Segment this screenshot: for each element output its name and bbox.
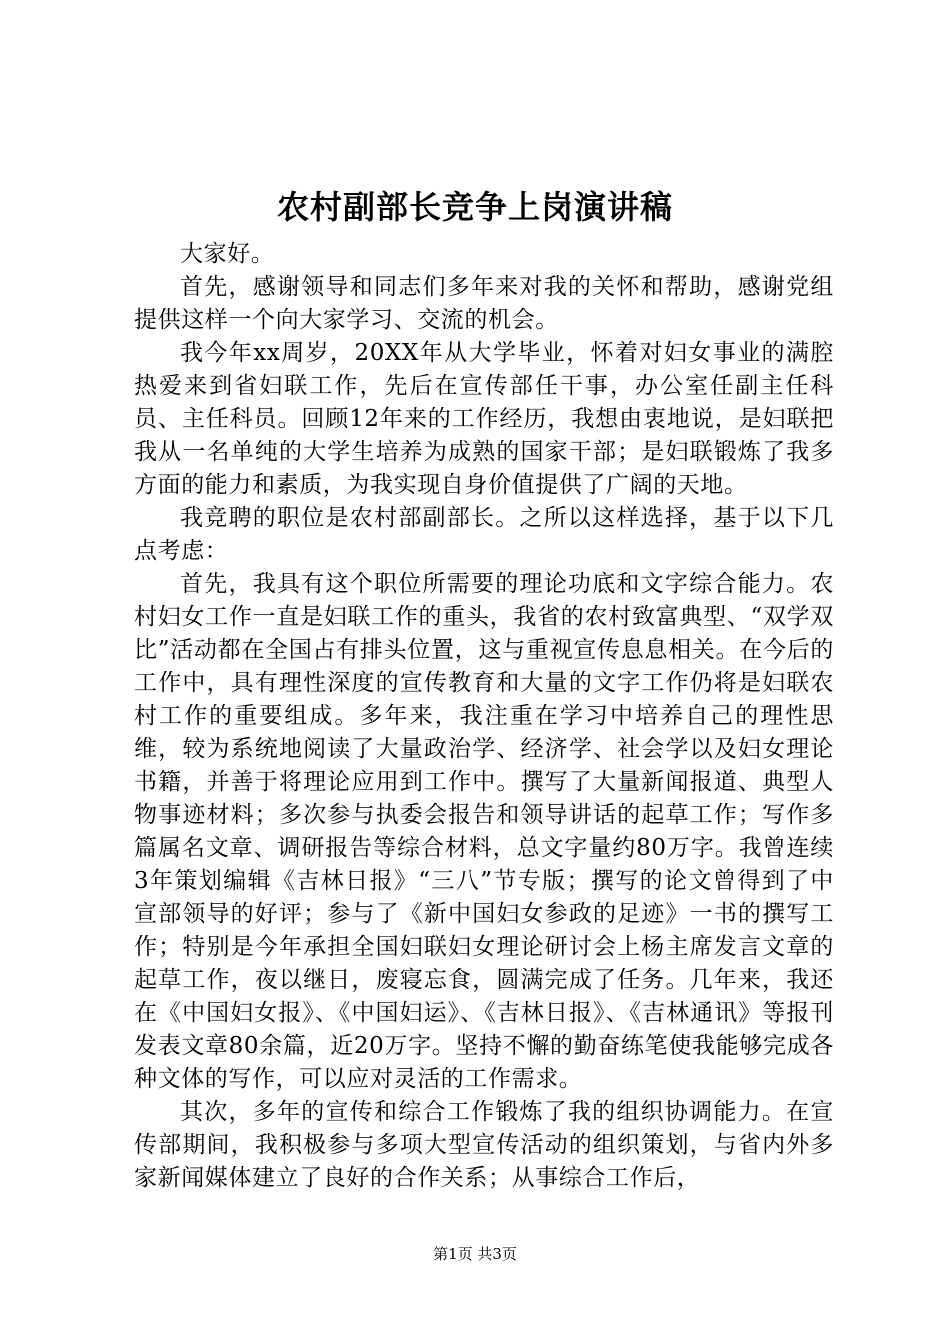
page-number-footer: 第1页 共3页: [433, 1245, 517, 1263]
paragraph-thanks: 首先，感谢领导和同志们多年来对我的关怀和帮助，感谢党组提供这样一个向大家学习、交流的机会。: [134, 274, 834, 333]
document-body: [134, 238, 834, 1195]
paragraph-greeting: 大家好。: [180, 241, 275, 267]
paragraph-first-reason: 首先，我具有这个职位所需要的理论功底和文字综合能力。农村妇女工作一直是妇联工作的重头，我省的农村致富典型、“双学双比”活动都在全国占有排头位置，这与重视宣传息息相关。在今后的工作中，具有理性深度的宣传教育和大量的文字工作仍将是妇联农村工作的重要组成。多年来，我注重在学习中培养自己的理性思维，较为系统地阅读了大量政治学、经济学、社会学以及妇女理论书籍，并善于将理论应用到工作中。撰写了大量新闻报道、典型人物事迹材料；多次参与执委会报告和领导讲话的起草工作；写作多篇属名文章、调研报告等综合材料，总文字量约80万字。我曾连续3年策划编辑《吉林日报》“三八”节专版；撰写的论文曾得到了中宣部领导的好评；参与了《新中国妇女参政的足迹》一书的撰写工作；特别是今年承担全国妇联妇女理论研讨会上杨主席发言文章的起草工作，夜以继日，废寝忘食，圆满完成了任务。几年来，我还在《中国妇女报》、《中国妇运》、《吉林日报》、《吉林通讯》等报刊发表文章80余篇，近20万字。坚持不懈的勤奋练笔使我能够完成各种文体的写作，可以应对灵活的工作需求。: [134, 571, 834, 1092]
paragraph-second-reason: 其次，多年的宣传和综合工作锻炼了我的组织协调能力。在宣传部期间，我积极参与多项大型宣传活动的组织策划，与省内外多家新闻媒体建立了良好的合作关系；从事综合工作后，: [134, 1099, 834, 1191]
paragraph-position: 我竞聘的职位是农村部副部长。之所以这样选择，基于以下几点考虑：: [134, 505, 834, 564]
document-title: 农村副部长竞争上岗演讲稿: [276, 188, 673, 226]
paragraph-background: 我今年xx周岁，20XX年从大学毕业，怀着对妇女事业的满腔热爱来到省妇联工作，先后在宣传部任干事，办公室任副主任科员、主任科员。回顾12年来的工作经历，我想由衷地说，是妇联把我从一名单纯的大学生培养为成熟的国家干部；是妇联锻炼了我多方面的能力和素质，为我实现自身价值提供了广阔的天地。: [134, 340, 834, 498]
